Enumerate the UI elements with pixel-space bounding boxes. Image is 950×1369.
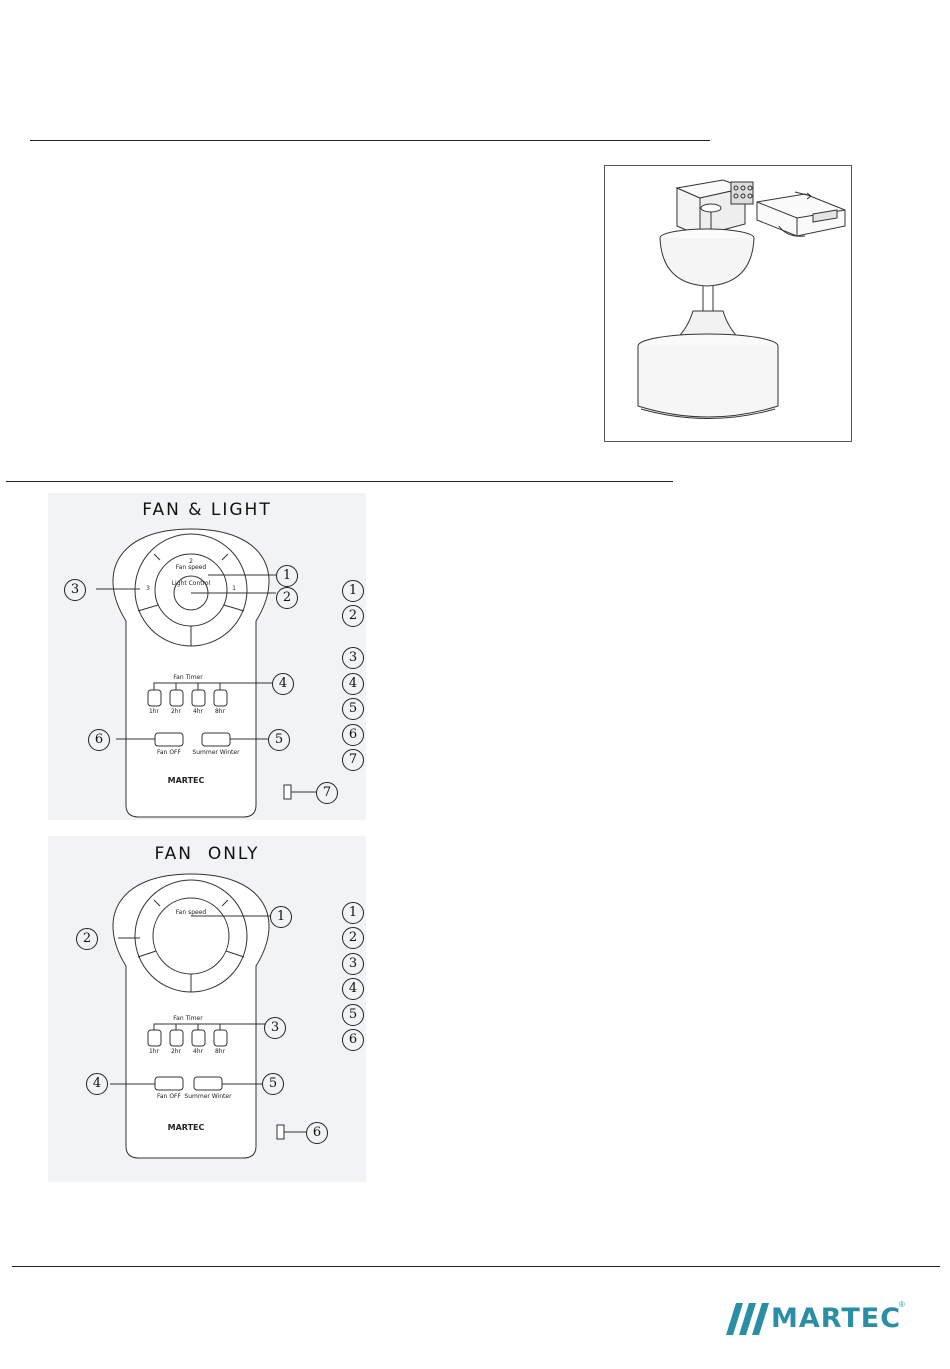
dial-left-number: 3 xyxy=(146,585,150,592)
fan-only-title: FAN ONLY xyxy=(154,844,260,864)
battery-icon xyxy=(284,785,291,799)
timer-1hr-label: 1hr xyxy=(148,1048,160,1055)
dial-right-number: 1 xyxy=(232,585,236,592)
fan-off-button[interactable] xyxy=(155,733,183,746)
fan-only-list-5: 5 xyxy=(342,1004,364,1026)
fan-speed-label: Fan speed xyxy=(175,909,207,916)
summer-winter-button[interactable] xyxy=(194,1077,222,1090)
dial-top-number: 2 xyxy=(189,558,193,565)
receiver-installation-figure xyxy=(604,165,852,442)
fan-timer-label: Fan Timer xyxy=(173,1015,203,1022)
fan-only-list-6: 6 xyxy=(342,1029,364,1051)
summer-winter-label: Summer Winter xyxy=(184,1093,232,1100)
fan-light-list-3: 3 xyxy=(342,647,364,669)
footer-divider xyxy=(12,1266,940,1267)
martec-logo-slashes-icon xyxy=(726,1303,770,1335)
fan-only-callout-6: 6 xyxy=(306,1122,328,1144)
fan-off-button[interactable] xyxy=(155,1077,183,1090)
fan-light-callout-3: 3 xyxy=(64,579,86,601)
footer-logo-text: MARTEC xyxy=(771,1303,902,1334)
fan-light-list-4: 4 xyxy=(342,673,364,695)
timer-4hr-button[interactable] xyxy=(192,690,205,706)
summer-winter-label: Summer Winter xyxy=(192,749,240,756)
fan-light-callout-4: 4 xyxy=(272,673,294,695)
fan-only-list-3: 3 xyxy=(342,953,364,975)
fan-light-list-5: 5 xyxy=(342,698,364,720)
fan-only-number-list xyxy=(342,902,364,1054)
fan-only-callout-4: 4 xyxy=(86,1073,108,1095)
timer-1hr-button[interactable] xyxy=(148,690,161,706)
timer-2hr-button[interactable] xyxy=(170,1030,183,1046)
fan-light-callout-7: 7 xyxy=(316,782,338,804)
fan-light-number-list xyxy=(342,580,364,774)
fan-light-list-1: 1 xyxy=(342,580,364,602)
fan-only-remote-panel xyxy=(48,836,366,1182)
fan-light-callout-2: 2 xyxy=(276,587,298,609)
fan-light-callout-1: 1 xyxy=(276,565,298,587)
middle-divider xyxy=(6,481,673,482)
fan-light-remote-drawing xyxy=(48,493,366,820)
fan-only-list-4: 4 xyxy=(342,978,364,1000)
timer-8hr-label: 8hr xyxy=(214,1048,226,1055)
summer-winter-button[interactable] xyxy=(202,733,230,746)
fan-light-list-2: 2 xyxy=(342,605,364,627)
remote-brand-label: MARTEC xyxy=(167,776,205,785)
footer-logo-registered: ® xyxy=(899,1300,905,1309)
battery-icon xyxy=(277,1125,284,1139)
fan-light-title: FAN & LIGHT xyxy=(142,500,272,520)
fan-light-remote-panel xyxy=(48,493,366,820)
ceiling-fan-receiver-drawing xyxy=(605,166,851,441)
light-control-label: Light Control xyxy=(171,580,211,587)
fan-only-list-1: 1 xyxy=(342,902,364,924)
fan-only-callout-2: 2 xyxy=(76,928,98,950)
fan-light-callout-6: 6 xyxy=(88,729,110,751)
fan-speed-label: Fan speed xyxy=(175,564,207,571)
fan-off-label: Fan OFF xyxy=(157,749,181,756)
timer-2hr-button[interactable] xyxy=(170,690,183,706)
timer-4hr-button[interactable] xyxy=(192,1030,205,1046)
fan-only-list-2: 2 xyxy=(342,927,364,949)
timer-8hr-button[interactable] xyxy=(214,690,227,706)
timer-1hr-label: 1hr xyxy=(148,708,160,715)
timer-2hr-label: 2hr xyxy=(170,708,182,715)
fan-off-label: Fan OFF xyxy=(157,1093,181,1100)
fan-light-callout-5: 5 xyxy=(268,729,290,751)
fan-timer-label: Fan Timer xyxy=(173,674,203,681)
timer-1hr-button[interactable] xyxy=(148,1030,161,1046)
fan-only-callout-5: 5 xyxy=(262,1073,284,1095)
timer-2hr-label: 2hr xyxy=(170,1048,182,1055)
fan-only-callout-1: 1 xyxy=(270,906,292,928)
fan-light-list-7: 7 xyxy=(342,749,364,771)
timer-8hr-label: 8hr xyxy=(214,708,226,715)
top-divider xyxy=(30,140,710,141)
fan-only-callout-3: 3 xyxy=(264,1017,286,1039)
fan-light-list-6: 6 xyxy=(342,724,364,746)
timer-8hr-button[interactable] xyxy=(214,1030,227,1046)
remote-brand-label: MARTEC xyxy=(167,1123,205,1132)
timer-4hr-label: 4hr xyxy=(192,708,204,715)
timer-4hr-label: 4hr xyxy=(192,1048,204,1055)
